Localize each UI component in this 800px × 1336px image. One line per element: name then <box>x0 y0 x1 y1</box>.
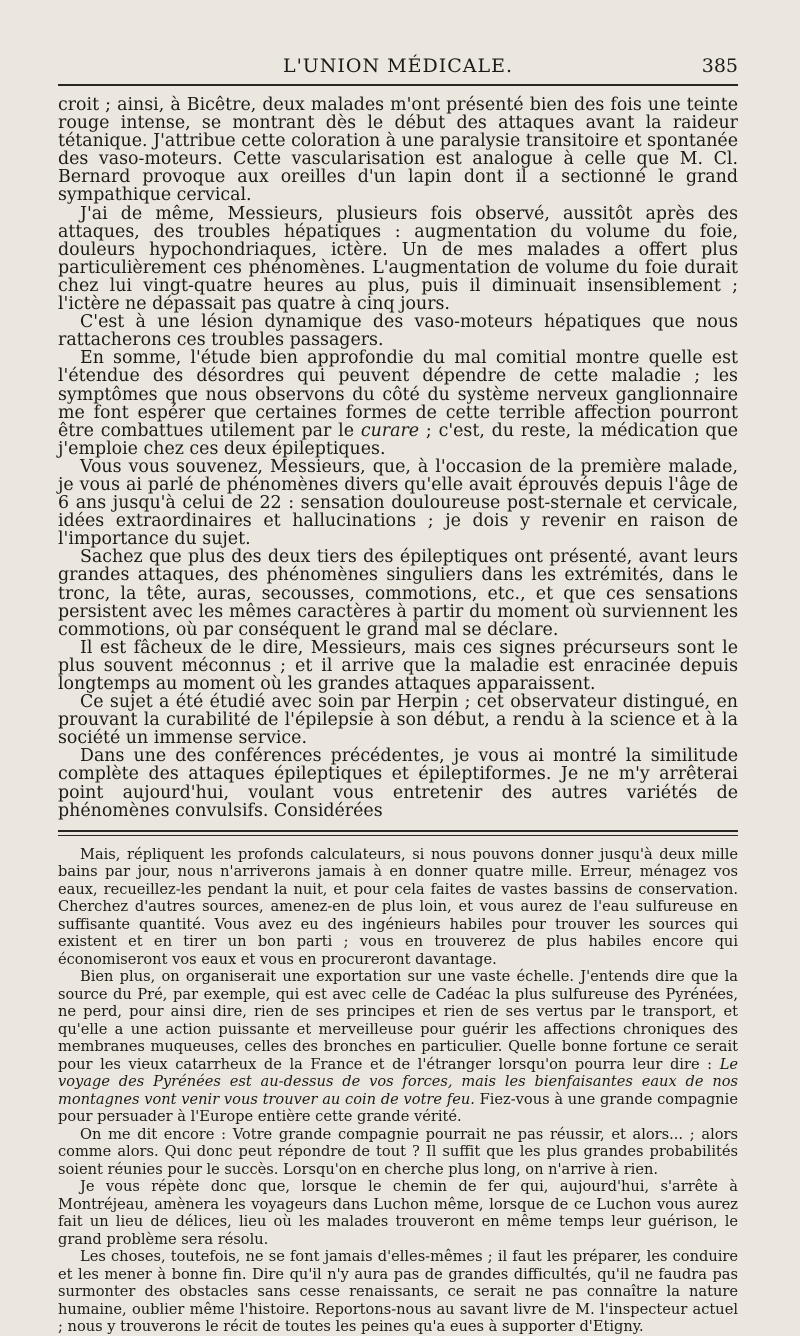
running-head <box>58 0 738 86</box>
page-number: 385 <box>701 55 738 77</box>
text-run: En somme, l'étude bien approfondie du mal comitial montre quelle est l'étendue des désordres qui peuvent dépendre de cette maladie ; les symptômes que nous observons du côté du système nerveux ganglionnaire me font espérer que certaines formes de cette terrible affection pourront être combattues utilement par le <box>58 348 738 441</box>
main-article <box>58 86 738 820</box>
paragraph: Dans une des conférences précédentes, je vous ai montré la similitude complète des attaques épileptiques et épileptiformes. Je ne m'y arrêterai point aujourd'hui, voulant vous entretenir des autres variétés de phénomènes convulsifs. Considérées <box>58 746 738 821</box>
text-run: Bien plus, on organiserait une exportation sur une vaste échelle. J'entends dire que la source du Pré, par exemple, qui est avec celle de Cadéac la plus sulfureuse des Pyrénées, ne perd, pour ainsi dire, rien de ses principes et rien de ses vertus par le transport, et qu'elle a une action puissante et merveilleuse pour guérir les affections chroniques des membranes muqueuses, celles des bronches en particulier. Quelle bonne fortune ce serait pour les vieux catarrheux de la France et de l'étranger lorsqu'on pourra leur dire : <box>58 968 738 1073</box>
italic-quote: Le voyage des Pyrénées est au-dessus de vos forces, mais les bienfaisantes eaux de nos montagnes vont venir vous trouver au coin de votre feu. <box>58 1055 739 1108</box>
paragraph: Sachez que plus des deux tiers des épileptiques ont présenté, avant leurs grandes attaques, des phénomènes singuliers dans les extrémités, dans le tronc, la tête, auras, secousses, commotions, etc., et que ces sensations persistent avec les mêmes caractères à partir du moment où surviennent les commotions, où par conséquent le grand mal se déclare. <box>58 547 738 640</box>
text-run: Fiez-vous à une grande compagnie pour persuader à l'Europe entière cette grande vérité. <box>58 1090 738 1126</box>
paragraph: Mais, répliquent les profonds calculateurs, si nous pouvons donner jusqu'à deux mille bains par jour, nous n'arriverons jamais à en donner quatre mille. Erreur, ménagez vos eaux, recueillez-les pendant la nuit, et pour cela faites de vastes bassins de conservation. Cherchez d'autres sources, amenez-en de plus loin, et vous aurez de l'eau sulfureuse en suffisante quantité. Vous avez eu des ingénieurs habiles pour trouver les sources qui existent et en tirer un bon parti ; vous en trouverez de plus habiles encore qui économiseront vos eaux et vous en procureront davantage. <box>58 845 738 968</box>
paragraph: J'ai de même, Messieurs, plusieurs fois observé, aussitôt après des attaques, des troubles hépatiques : augmentation du volume du foie, douleurs hypochondriaques, ictère. Un de mes malades a offert plus particulièrement ces phénomènes. L'augmentation de volume du foie durait chez lui vingt-quatre heures au plus, puis il diminuait insensiblement ; l'ictère ne dépassait pas quatre à cinq jours. <box>58 203 738 315</box>
journal-title: L'UNION MÉDICALE. <box>282 55 514 77</box>
paragraph: croit ; ainsi, à Bicêtre, deux malades m'ont présenté bien des fois une teinte rouge intense, se montrant dès le début des attaques avant la raideur tétanique. J'attribue cette coloration à une paralysie transitoire et spontanée des vaso-moteurs. Cette vascularisation est analogue à celle que M. Cl. Bernard provoque aux oreilles d'un lapin dont il a sectionné le grand sympathique cervical. <box>58 95 738 206</box>
paragraph <box>58 349 738 458</box>
paragraph <box>58 968 738 1126</box>
text-run: ; c'est, du reste, la médication que j'emploie chez ces deux épileptiques. <box>58 420 739 459</box>
paragraph: Vous vous souvenez, Messieurs, que, à l'occasion de la première malade, je vous ai parlé de phénomènes divers qu'elle avait éprouvés depuis l'âge de 6 ans jusqu'à celui de 22 : sensation douloureuse post-sternale et cervicale, idées extraordinaires et hallucinations ; je dois y revenir en raison de l'importance du sujet. <box>58 456 738 550</box>
paragraph: Les choses, toutefois, ne se font jamais d'elles-mêmes ; il faut les préparer, les conduire et les mener à bonne fin. Dire qu'il n'y aura pas de grandes difficultés, qu'il ne faudra pas surmonter des obstacles sans cesse renaissants, ce serait ne pas connaître la nature humaine, oublier même l'histoire. Reportons-nous au savant livre de M. l'inspecteur actuel ; nous y trouverons le récit de toutes les peines qu'a eues à supporter d'Etigny. <box>58 1248 738 1336</box>
paragraph: On me dit encore : Votre grande compagnie pourrait ne pas réussir, et alors... ; alors comme alors. Qui donc peut répondre de tout ? Il suffit que les plus grandes probabilités soient réunies pour le succès. Lorsqu'on en cherche plus long, on n'arrive à rien. <box>58 1125 738 1178</box>
paragraph: Je vous répète donc que, lorsque le chemin de fer qui, aujourd'hui, s'arrête à Montréjeau, amènera les voyageurs dans Luchon même, lorsque de ce Luchon vous aurez fait un lieu de délices, lieu où les malades trouveront en même temps leur guérison, le grand problème sera résolu. <box>58 1178 738 1248</box>
header-rule <box>58 84 738 86</box>
italic-term: curare <box>360 420 420 441</box>
paragraph: Ce sujet a été étudié avec soin par Herpin ; cet observateur distingué, en prouvant la curabilité de l'épilepsie à son début, a rendu à la science et à la société un immense service. <box>58 692 738 749</box>
paragraph: C'est à une lésion dynamique des vaso-moteurs hépatiques que nous rattacherons ces troubles passagers. <box>58 312 738 351</box>
feuilleton <box>58 836 738 1336</box>
paragraph: Il est fâcheux de le dire, Messieurs, mais ces signes précurseurs sont le plus souvent méconnus ; et il arrive que la maladie est enracinée depuis longtemps au moment où les grandes attaques apparaissent. <box>58 637 738 694</box>
